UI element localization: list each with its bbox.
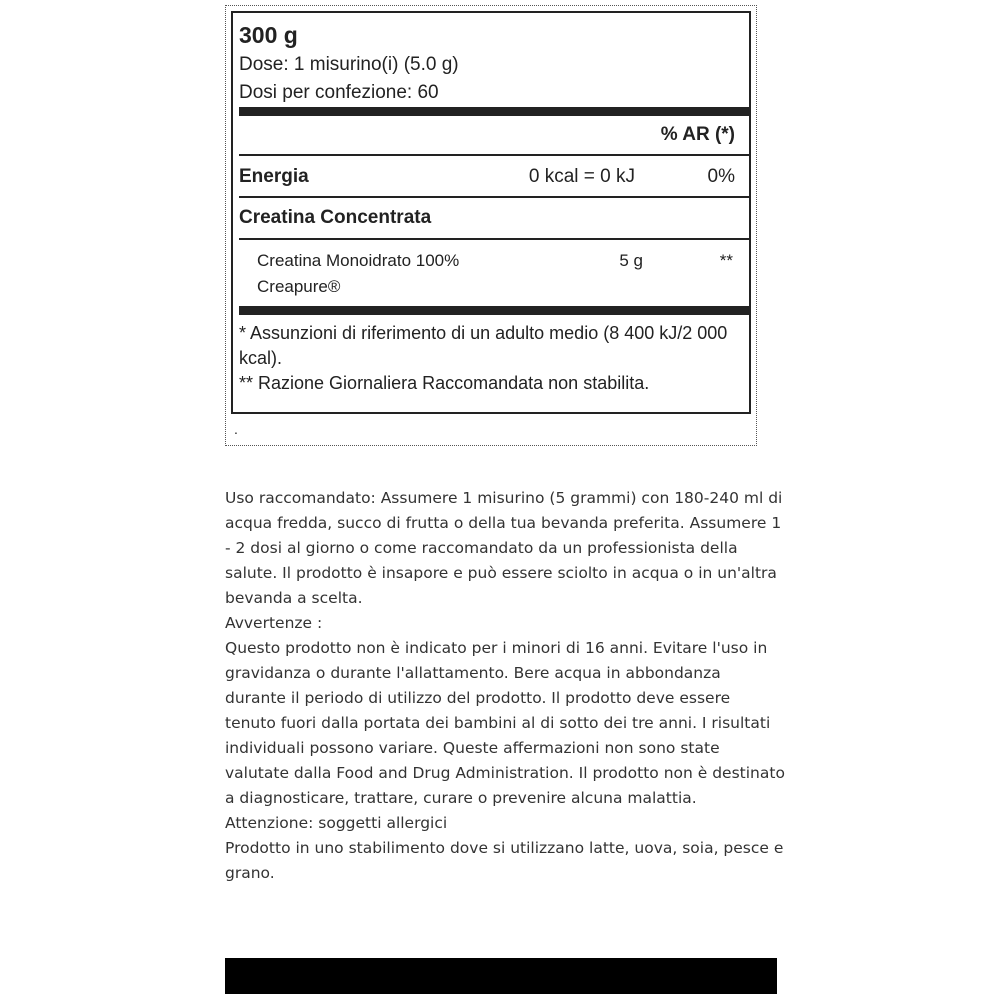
allergen-text: Prodotto in uno stabilimento dove si utilizzano latte, uova, soia, pesce e grano. — [225, 839, 784, 882]
warnings-heading: Avvertenze : — [225, 614, 323, 632]
thick-divider — [239, 107, 749, 116]
nutrition-label-container — [225, 5, 757, 446]
thick-divider — [239, 306, 749, 315]
ingredient-percent: ** — [719, 251, 733, 270]
servings-per-container: Dosi per confezione: 60 — [239, 82, 439, 103]
ar-column-header: % AR (*) — [660, 124, 735, 145]
energy-percent: 0% — [707, 166, 735, 187]
recommended-use: Uso raccomandato: Assumere 1 misurino (5 grammi) con 180-240 ml di acqua fredda, succo di frutta o della tua bevanda preferita. Assumere 1 - 2 dosi al giorno o come raccomandato da un professionista della salute. Il prodotto è insapore e può essere sciolto in acqua o in un'altra bevanda a scelta. — [225, 489, 783, 607]
category-heading: Creatina Concentrata — [239, 207, 432, 228]
nutrition-facts-table — [231, 11, 751, 414]
footnote-reference-intake: * Assunzioni di riferimento di un adulto medio (8 400 kJ/2 000 kcal). — [239, 323, 728, 368]
footnotes — [239, 315, 743, 396]
allergen-heading: Attenzione: soggetti allergici — [225, 814, 448, 832]
serving-size: Dose: 1 misurino(i) (5.0 g) — [239, 54, 459, 75]
ingredient-row — [239, 240, 743, 306]
warnings-text: Questo prodotto non è indicato per i minori di 16 anni. Evitare l'uso in gravidanza o durante l'allattamento. Bere acqua in abbondanza durante il periodo di utilizzo del prodotto. Il prodotto deve essere tenuto fuori dalla portata dei bambini al di sotto dei tre anni. I risultati individuali possono variare. Queste affermazioni non sono state valutate dalla Food and Drug Administration. Il prodotto non è destinato a diagnosticare, trattare, curare o prevenire alcuna malattia. — [225, 639, 785, 807]
ingredient-amount: 5 g — [619, 251, 643, 270]
stray-dot: . — [234, 421, 238, 437]
footnote-rda: ** Razione Giornaliera Raccomandata non stabilita. — [239, 373, 650, 393]
usage-instructions — [225, 486, 785, 886]
ingredient-name: Creatina Monoidrato 100% Creapure® — [257, 251, 460, 296]
energy-label: Energia — [239, 166, 309, 187]
black-bar — [225, 958, 777, 994]
energy-value: 0 kcal = 0 kJ — [528, 166, 635, 187]
net-weight: 300 g — [239, 22, 298, 48]
energy-row — [239, 156, 743, 196]
